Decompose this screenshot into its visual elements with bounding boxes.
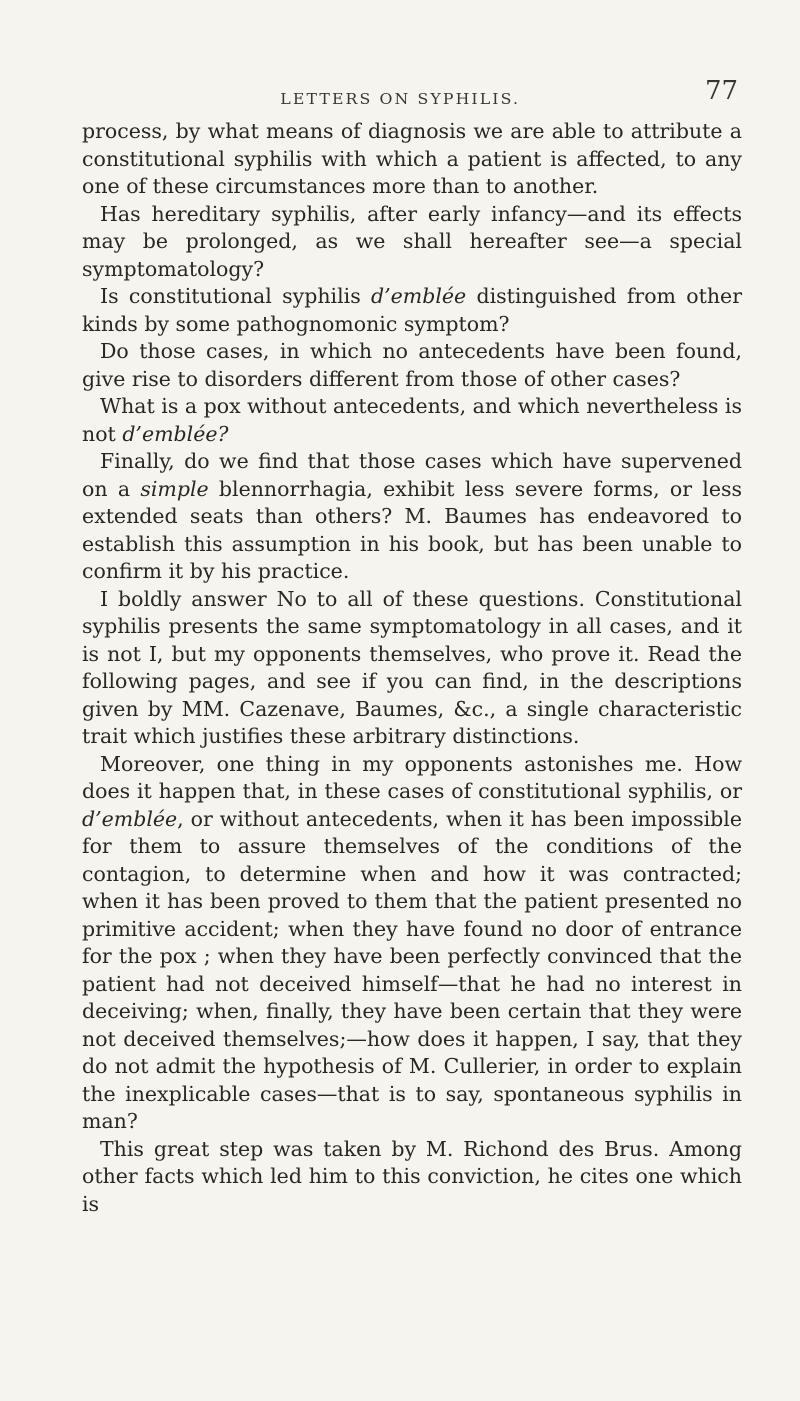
paragraph-text: Moreover, one thing in my opponents astonishes me. How does it happen that, in these cases of constitutional syphilis, or bbox=[82, 751, 742, 803]
italic-term: d’emblée bbox=[82, 806, 178, 831]
paragraph-text: I boldly answer No to all of these questions. Constitutional syphilis presents the same symptomatology in all cases, and it is not I, but my opponents themselves, who prove it. Read the following pages, and see if you can find, in the descriptions given by MM. Cazenave, Baumes, &c., a single characteristic trait which justifies these arbitrary distinctions. bbox=[82, 586, 742, 748]
paragraph bbox=[82, 393, 742, 448]
paragraph-text: Has hereditary syphilis, after early infancy—and its effects may be prolonged, as we shall hereafter see—a special symptomatology? bbox=[82, 201, 742, 281]
paragraph-text: distinguished from other kinds by some pathognomonic symptom? bbox=[82, 284, 742, 336]
paragraph-text: This great step was taken by M. Richond des Brus. Among other facts which led him to this conviction, he cites one which is bbox=[82, 1136, 742, 1216]
paragraph-text: Is constitutional syphilis bbox=[100, 284, 372, 308]
paragraph-text: What is a pox without antecedents, and which nevertheless is not bbox=[82, 394, 742, 446]
paragraph bbox=[82, 1136, 742, 1219]
paragraph bbox=[82, 201, 742, 284]
paragraph bbox=[82, 283, 742, 338]
paragraph bbox=[82, 586, 742, 751]
paragraph bbox=[82, 118, 742, 201]
body-text bbox=[82, 118, 742, 1218]
italic-term: simple bbox=[140, 476, 209, 501]
paragraph bbox=[82, 751, 742, 1136]
paragraph bbox=[82, 448, 742, 586]
running-head bbox=[0, 90, 800, 108]
paragraph-text: Finally, do we find that those cases which have supervened on a bbox=[82, 449, 742, 501]
running-title: LETTERS ON SYPHILIS. bbox=[280, 90, 520, 108]
page-number: 77 bbox=[705, 76, 739, 106]
paragraph bbox=[82, 338, 742, 393]
paragraph-text: Do those cases, in which no antecedents have been found, give rise to disorders different from those of other cases? bbox=[82, 339, 742, 391]
paragraph-text: blennorrhagia, exhibit less severe forms, or less extended seats than others? M. Baumes has endeavored to establish this assumption in his book, but has been unable to confirm it by his practice. bbox=[82, 476, 742, 583]
paragraph-text: process, by what means of diagnosis we are able to attribute a constitutional syphilis with which a patient is affected, to any one of these circumstances more than to another. bbox=[82, 119, 742, 198]
paragraph-text: , or without antecedents, when it has been impossible for them to assure themselves of the conditions of the contagion, to determine when and how it was contracted; when it has been proved to them that the patient presented no primitive accident; when they have found no door of entrance for the pox ; when they have been perfectly convinced that the patient had not deceived himself—that he had no interest in deceiving; when, finally, they have been certain that they were not deceived themselves;—how does it happen, I say, that they do not admit the hypothesis of M. Cullerier, in order to explain the inexplicable cases—that is to say, spontaneous syphilis in man? bbox=[82, 806, 742, 1133]
italic-term: d’emblée bbox=[371, 284, 467, 308]
italic-term: d’emblée? bbox=[122, 421, 229, 446]
